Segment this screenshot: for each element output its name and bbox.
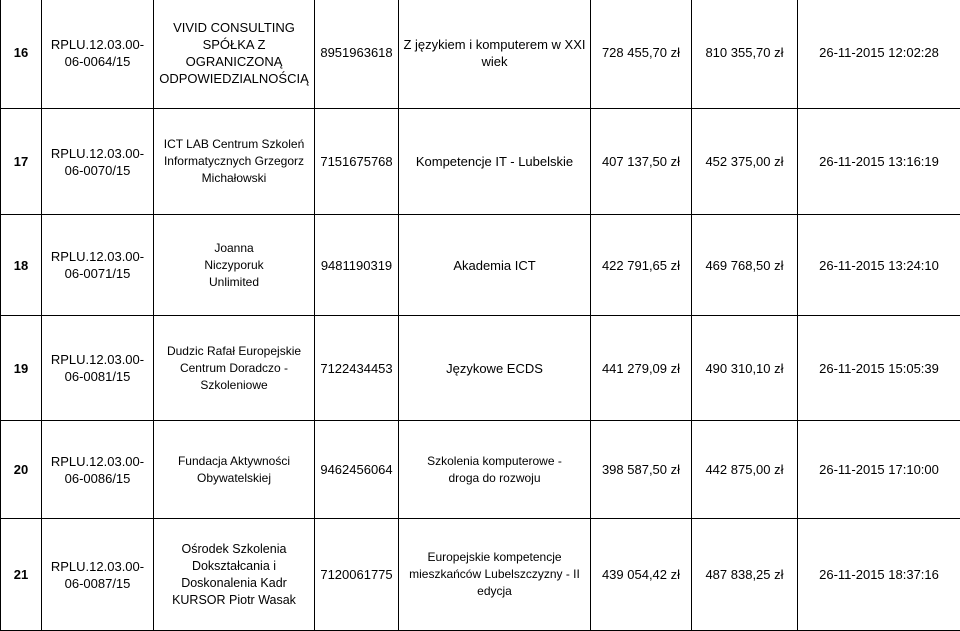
beneficiary-name: VIVID CONSULTING SPÓŁKA Z OGRANICZONĄ ODPOWIEDZIALNOŚCIĄ	[154, 0, 315, 109]
row-number: 19	[1, 316, 42, 421]
amount-eligible: 422 791,65 zł	[591, 215, 692, 316]
row-number: 17	[1, 109, 42, 215]
beneficiary-name	[154, 215, 315, 316]
contract-number: RPLU.12.03.00-06-0087/15	[42, 519, 154, 631]
amount-eligible: 398 587,50 zł	[591, 421, 692, 519]
amount-total: 442 875,00 zł	[692, 421, 798, 519]
table-row	[1, 421, 960, 519]
nip-number: 9481190319	[315, 215, 399, 316]
amount-total: 487 838,25 zł	[692, 519, 798, 631]
submission-timestamp: 26-11-2015 15:05:39	[798, 316, 960, 421]
beneficiary-name	[154, 519, 315, 631]
amount-total: 452 375,00 zł	[692, 109, 798, 215]
amount-eligible: 728 455,70 zł	[591, 0, 692, 109]
amount-total: 490 310,10 zł	[692, 316, 798, 421]
amount-eligible: 441 279,09 zł	[591, 316, 692, 421]
nip-number: 9462456064	[315, 421, 399, 519]
beneficiary-name-text: Ośrodek Szkolenia Dokształcania i Doskonalenia Kadr KURSOR Piotr Wasak	[156, 541, 312, 609]
project-title	[399, 421, 591, 519]
row-number: 18	[1, 215, 42, 316]
table-row	[1, 215, 960, 316]
project-title	[399, 519, 591, 631]
project-title-text: Europejskie kompetencje mieszkańców Lubelszczyzny - II edycja	[401, 549, 588, 600]
table-row	[1, 519, 960, 631]
submission-timestamp: 26-11-2015 13:24:10	[798, 215, 960, 316]
beneficiary-name	[154, 421, 315, 519]
beneficiary-name	[154, 316, 315, 421]
amount-eligible: 407 137,50 zł	[591, 109, 692, 215]
submission-timestamp: 26-11-2015 17:10:00	[798, 421, 960, 519]
project-title: Z językiem i komputerem w XXI wiek	[399, 0, 591, 109]
beneficiary-name-text: Dudzic Rafał Europejskie Centrum Doradczo - Szkoleniowe	[156, 343, 312, 394]
contract-number: RPLU.12.03.00-06-0086/15	[42, 421, 154, 519]
amount-total: 469 768,50 zł	[692, 215, 798, 316]
submission-timestamp: 26-11-2015 12:02:28	[798, 0, 960, 109]
nip-number: 7151675768	[315, 109, 399, 215]
beneficiary-name: ICT LAB Centrum Szkoleń Informatycznych Grzegorz Michałowski	[154, 109, 315, 215]
contract-number: RPLU.12.03.00-06-0070/15	[42, 109, 154, 215]
table-row	[1, 316, 960, 421]
row-number: 16	[1, 0, 42, 109]
project-title-text: Szkolenia komputerowe - droga do rozwoju	[401, 453, 588, 487]
row-number: 21	[1, 519, 42, 631]
row-number: 20	[1, 421, 42, 519]
project-title: Akademia ICT	[399, 215, 591, 316]
beneficiary-name-text: Joanna Niczyporuk Unlimited	[156, 240, 312, 291]
project-title: Kompetencje IT - Lubelskie	[399, 109, 591, 215]
nip-number: 7120061775	[315, 519, 399, 631]
contract-number: RPLU.12.03.00-06-0071/15	[42, 215, 154, 316]
nip-number: 7122434453	[315, 316, 399, 421]
contract-number: RPLU.12.03.00-06-0064/15	[42, 0, 154, 109]
nip-number: 8951963618	[315, 0, 399, 109]
submission-timestamp: 26-11-2015 13:16:19	[798, 109, 960, 215]
beneficiary-name-text: Fundacja Aktywności Obywatelskiej	[156, 453, 312, 487]
project-title: Językowe ECDS	[399, 316, 591, 421]
amount-eligible: 439 054,42 zł	[591, 519, 692, 631]
table-row	[1, 109, 960, 215]
submission-timestamp: 26-11-2015 18:37:16	[798, 519, 960, 631]
table-row	[1, 0, 960, 109]
contract-number: RPLU.12.03.00-06-0081/15	[42, 316, 154, 421]
amount-total: 810 355,70 zł	[692, 0, 798, 109]
